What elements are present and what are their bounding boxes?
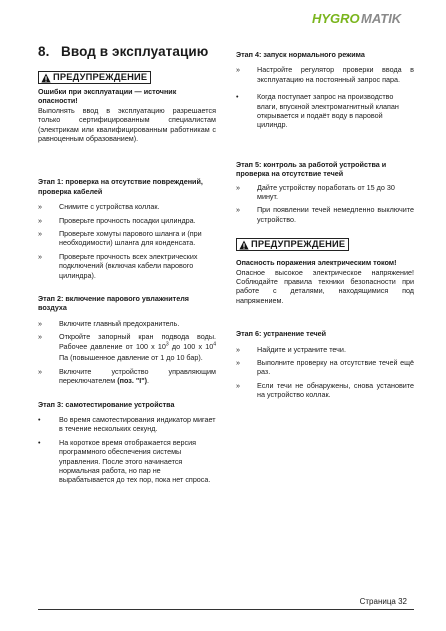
stage-2 <box>38 294 216 386</box>
warning-badge <box>38 71 151 84</box>
arrow-marker: » <box>236 358 240 368</box>
hygromatik-logo <box>312 11 424 25</box>
arrow-marker: » <box>236 182 240 192</box>
warning-triangle-icon <box>41 73 51 83</box>
warning-block-1 <box>38 71 216 143</box>
stage-5-title: Этап 5: контроль за работой устройства и проверка на отсутствие течей <box>236 159 387 179</box>
list-item: » Выполните проверку на отсутствие течей ещё раз. <box>236 358 414 377</box>
list-item: • Во время самотестирования индикатор мигает в течение нескольких секунд. <box>38 415 216 434</box>
warning-heading: Ошибки при эксплуатации — источник опасности! <box>38 86 177 106</box>
list-item: » Откройте запорный кран подвода воды. Рабочее давление от 100 х $10^3$ до 100 х $10^4$ Па (повышенное давление от 1 до 10 бар). <box>38 332 217 362</box>
chapter-heading <box>38 44 208 59</box>
warning-body: Опасное высокое электрическое напряжение! Соблюдайте правила техники безопасности при работе с деталями, находящимися под напряжением. <box>236 267 414 305</box>
left-column <box>38 71 216 485</box>
warning-heading: Опасность поражения электрическим током! <box>236 258 397 268</box>
list-item: » Включите устройство управляющим переключателем (поз. "I"). <box>38 366 216 386</box>
list-item: » Проверьте хомуты парового шланга и (при необходимости) шланга для конденсата. <box>38 228 202 248</box>
arrow-marker: » <box>38 251 42 261</box>
arrow-marker: » <box>38 228 42 238</box>
chapter-title: Ввод в эксплуатацию <box>61 44 209 59</box>
warning-triangle-icon <box>239 240 249 250</box>
stage-3-title: Этап 3: самотестирование устройства <box>38 399 175 409</box>
stage-5 <box>236 160 414 224</box>
arrow-marker: » <box>38 215 42 225</box>
arrow-marker: » <box>38 318 42 328</box>
bullet-marker: • <box>38 437 41 447</box>
warning-badge-label: ПРЕДУПРЕЖДЕНИЕ <box>251 239 346 250</box>
list-item: • Когда поступает запрос на производство влаги, впускной электромагнитный клапан открывается и подаёт воду в паровой цилиндр. <box>236 92 399 130</box>
warning-badge-label: ПРЕДУПРЕЖДЕНИЕ <box>53 72 148 82</box>
list-item: » При появлении течей немедленно выключите устройство. <box>236 205 414 224</box>
warning-badge <box>236 238 349 251</box>
arrow-marker: » <box>38 202 42 212</box>
list-item: » Проверьте прочность посадки цилиндра. <box>38 215 196 225</box>
warning-block-2 <box>236 238 414 305</box>
page-number: Страница 32 <box>359 597 407 606</box>
arrow-marker: » <box>236 65 240 75</box>
right-column <box>236 50 414 400</box>
stage-3 <box>38 400 216 485</box>
stage-6 <box>236 329 414 399</box>
arrow-marker: » <box>38 332 42 342</box>
arrow-marker: » <box>236 380 240 390</box>
chapter-number: 8. <box>38 44 50 59</box>
arrow-marker: » <box>236 344 240 354</box>
arrow-marker: » <box>38 366 42 376</box>
bullet-marker: • <box>38 415 41 425</box>
list-item: » Включите главный предохранитель. <box>38 318 180 328</box>
stage-1 <box>38 177 216 280</box>
list-item: • На короткое время отображается версия программного обеспечения системы управления. После этого начинается нормальная работа, но пар не вырабатывается до тех пор, пока нет спроса. <box>38 437 211 485</box>
list-item: » Проверьте прочность всех электрических подключений (включая кабели парового цилиндра). <box>38 251 198 280</box>
footer-divider <box>38 609 414 610</box>
list-item: » Настройте регулятор проверки ввода в эксплуатацию на постоянный запрос пара. <box>236 65 414 84</box>
logo-text-hygro: HYGRO <box>312 11 360 25</box>
stage-2-title: Этап 2: включение парового увлажнителя воздуха <box>38 294 189 313</box>
warning-body: Выполнять ввод в эксплуатацию разрешается только сертифицированным специалистам (электрикам или квалифицированным работникам с равноценным образованием). <box>38 105 216 143</box>
list-item: » Снимите с устройства коллак. <box>38 202 160 212</box>
list-item: » Найдите и устраните течи. <box>236 344 346 354</box>
list-item: » Дайте устройству поработать от 15 до 30 минут. <box>236 182 395 202</box>
stage-4-title: Этап 4: запуск нормального режима <box>236 50 365 59</box>
stage-6-title: Этап 6: устранение течей <box>236 329 327 339</box>
logo-text-matik: MATIK <box>361 11 402 25</box>
list-item: » Если течи не обнаружены, снова установите на устройство коллак. <box>236 380 414 400</box>
stage-4 <box>236 50 414 130</box>
stage-1-title: Этап 1: проверка на отсутствие повреждений, проверка кабелей <box>38 177 203 196</box>
bullet-marker: • <box>236 92 239 102</box>
arrow-marker: » <box>236 205 240 215</box>
